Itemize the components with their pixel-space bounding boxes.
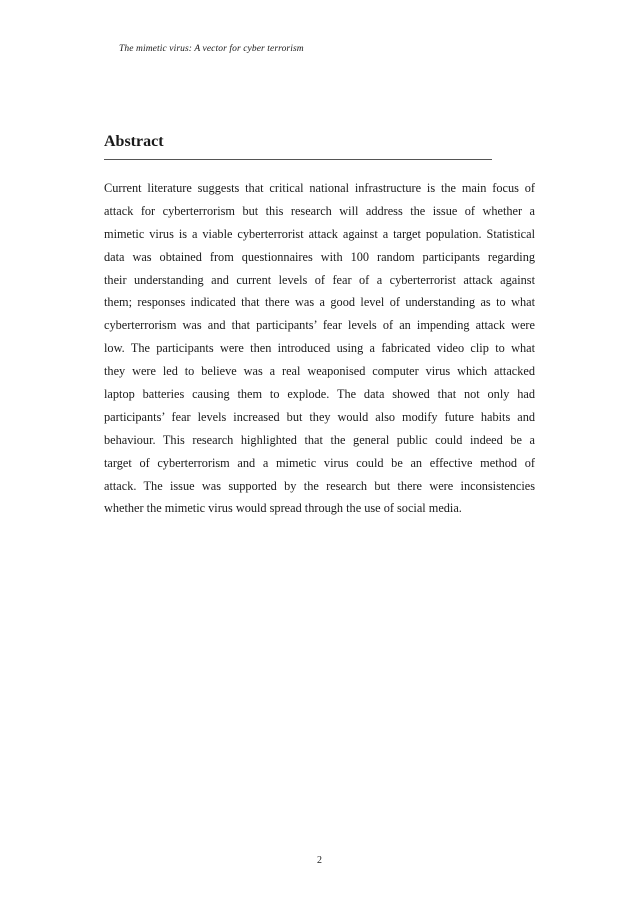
abstract-line: behaviour. This research highlighted that the general public could indeed be a [104,432,535,447]
abstract-line: attack for cyberterrorism but this research will address the issue of whether a [104,203,535,218]
abstract-line: cyberterrorism was and that participants’ fear levels of an impending attack were [104,318,535,333]
abstract-line: Current literature suggests that critical national infrastructure is the main focus of [104,181,535,195]
abstract-line: their understanding and current levels of fear of a cyberterrorist attack against [104,272,535,287]
page-number: 2 [317,855,322,866]
abstract-line: whether the mimetic virus would spread through the use of social media. [104,501,462,516]
abstract-line: mimetic virus is a viable cyberterrorist attack against a target population. Statistical [104,226,535,241]
abstract-line: target of cyberterrorism and a mimetic virus could be an effective method of [104,455,535,470]
abstract-line: data was obtained from questionnaires with 100 random participants regarding [104,249,535,264]
abstract-line: them; responses indicated that there was a good level of understanding as to what [104,295,535,310]
abstract-line: they were led to believe was a real weaponised computer virus which attacked [104,364,535,379]
running-header: The mimetic virus: A vector for cyber terrorism [119,44,304,54]
abstract-line: laptop batteries causing them to explode. The data showed that not only had [104,387,535,402]
title-underline-rule [104,159,492,160]
abstract-body [104,180,535,523]
abstract-line: participants’ fear levels increased but they would also modify future habits and [104,409,535,424]
section-title: Abstract [104,133,164,150]
abstract-line: attack. The issue was supported by the research but there were inconsistencies [104,478,535,493]
abstract-line: low. The participants were then introduced using a fabricated video clip to what [104,341,535,356]
